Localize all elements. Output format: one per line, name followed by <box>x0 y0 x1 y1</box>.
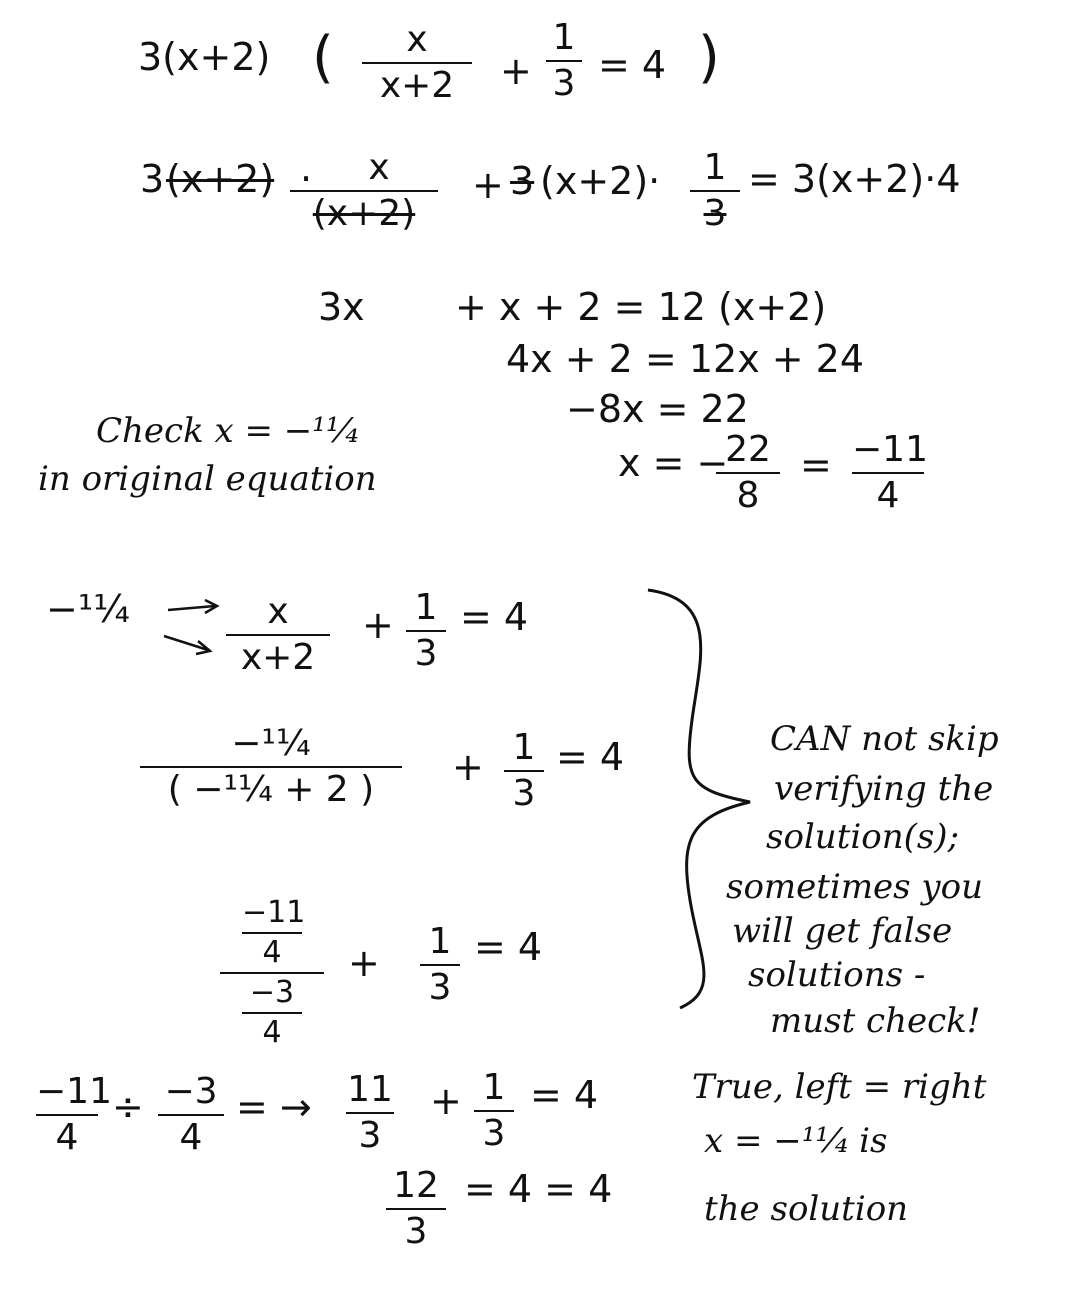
denominator: 4 <box>55 1117 79 1158</box>
sub3-plus: + <box>348 941 380 985</box>
numerator: −¹¹⁄₄ <box>231 723 311 764</box>
line1-plus: + <box>500 49 532 93</box>
sub4-c <box>346 1069 394 1156</box>
line2-mid: (x+2)· <box>540 159 661 203</box>
sub5-equals: = 4 = 4 <box>464 1167 613 1211</box>
sub3-bottom <box>242 975 302 1050</box>
denominator: 4 <box>262 935 282 970</box>
side-note-line: verifying the <box>774 769 994 809</box>
check-note-line1: Check x = −¹¹⁄₄ <box>96 411 359 451</box>
sub4-arrow: = → <box>236 1085 312 1129</box>
sub2-plus: + <box>452 745 484 789</box>
numerator: x <box>368 147 390 188</box>
numerator: x <box>267 591 289 632</box>
sub2-fraction <box>140 723 402 810</box>
check-note-line2: in original equation <box>38 459 377 499</box>
denominator: 3 <box>552 63 576 104</box>
line4: 4x + 2 = 12x + 24 <box>506 337 865 381</box>
line2-third <box>690 147 740 234</box>
denominator: 8 <box>736 475 760 516</box>
denominator: 3 <box>703 193 727 234</box>
sub1-fraction <box>226 591 330 678</box>
line2-rhs: = 3(x+2)·4 <box>748 157 961 201</box>
denominator: (x+2) <box>312 193 416 234</box>
numerator: −11 <box>242 895 306 930</box>
side-note-line: will get false <box>732 911 953 951</box>
numerator: −3 <box>249 975 295 1010</box>
sub4-divide: ÷ <box>112 1085 144 1129</box>
line3-right: + x + 2 = 12 (x+2) <box>455 285 827 329</box>
denominator: x+2 <box>379 65 455 106</box>
numerator: 11 <box>347 1069 393 1110</box>
side-note-line: solution(s); <box>766 817 960 857</box>
sub4-plus: + <box>430 1079 462 1123</box>
side-note-line: CAN not skip <box>770 719 999 759</box>
line2-fraction <box>290 147 438 234</box>
side-note-line: must check! <box>770 1001 981 1041</box>
sub3-complex-fraction <box>220 895 324 1050</box>
numerator: −3 <box>164 1071 218 1112</box>
denominator: x+2 <box>240 637 316 678</box>
line1-close-paren: ) <box>698 25 720 90</box>
sub4-equals: = 4 <box>530 1073 599 1117</box>
conclusion-line1: True, left = right <box>692 1067 987 1107</box>
line6-result <box>852 429 928 516</box>
line1-prefix: 3(x+2) <box>138 35 271 79</box>
sub1-equals: = 4 <box>460 595 529 639</box>
numerator: 1 <box>512 727 536 768</box>
numerator: 22 <box>725 429 771 470</box>
numerator: −11 <box>852 429 928 470</box>
line2-struck-three: 3 <box>510 159 535 203</box>
sub3-top <box>242 895 306 970</box>
denominator: 3 <box>404 1211 428 1252</box>
numerator: 1 <box>428 921 452 962</box>
denominator: 4 <box>876 475 900 516</box>
sub1-third <box>406 587 446 674</box>
line6-fraction <box>716 429 780 516</box>
denominator: 3 <box>512 773 536 814</box>
line2-struck-factor: (x+2) <box>166 157 275 201</box>
line1-equals: = 4 <box>598 43 667 87</box>
sub3-equals: = 4 <box>474 925 543 969</box>
denominator: 3 <box>482 1113 506 1154</box>
numerator: 1 <box>703 147 727 188</box>
line1-fraction <box>362 19 472 106</box>
numerator: x <box>406 19 428 60</box>
sub1-plus: + <box>362 603 394 647</box>
denominator: 3 <box>428 967 452 1008</box>
denominator: 3 <box>358 1115 382 1156</box>
denominator: 4 <box>262 1015 282 1050</box>
line2-plus: + <box>472 163 504 207</box>
line2-dot: · <box>300 157 313 201</box>
line6-equals: = <box>800 443 832 487</box>
numerator: 1 <box>482 1067 506 1108</box>
conclusion-line3: the solution <box>704 1189 909 1229</box>
conclusion-line2: x = −¹¹⁄₄ is <box>704 1121 888 1161</box>
numerator: 1 <box>552 17 576 58</box>
numerator: −11 <box>36 1071 112 1112</box>
denominator: 3 <box>414 633 438 674</box>
line1-third <box>546 17 582 104</box>
sub4-third <box>474 1067 514 1154</box>
line5: −8x = 22 <box>566 387 749 431</box>
numerator: 12 <box>393 1165 439 1206</box>
line6-lhs: x = − <box>618 441 729 485</box>
sub2-third <box>504 727 544 814</box>
side-note-line: sometimes you <box>726 867 984 907</box>
numerator: 1 <box>414 587 438 628</box>
line3-left: 3x <box>318 285 365 329</box>
line1-open-paren: ( <box>312 25 334 90</box>
side-note-line: solutions - <box>748 955 926 995</box>
sub3-third <box>420 921 460 1008</box>
sub4-b <box>158 1071 224 1158</box>
sub1-value: −¹¹⁄₄ <box>46 587 130 631</box>
denominator: 4 <box>179 1117 203 1158</box>
sub4-a <box>36 1071 112 1158</box>
denominator: ( −¹¹⁄₄ + 2 ) <box>167 769 375 810</box>
line2-lead: 3 <box>140 157 165 201</box>
sub5-fraction <box>386 1165 446 1252</box>
sub2-equals: = 4 <box>556 735 625 779</box>
